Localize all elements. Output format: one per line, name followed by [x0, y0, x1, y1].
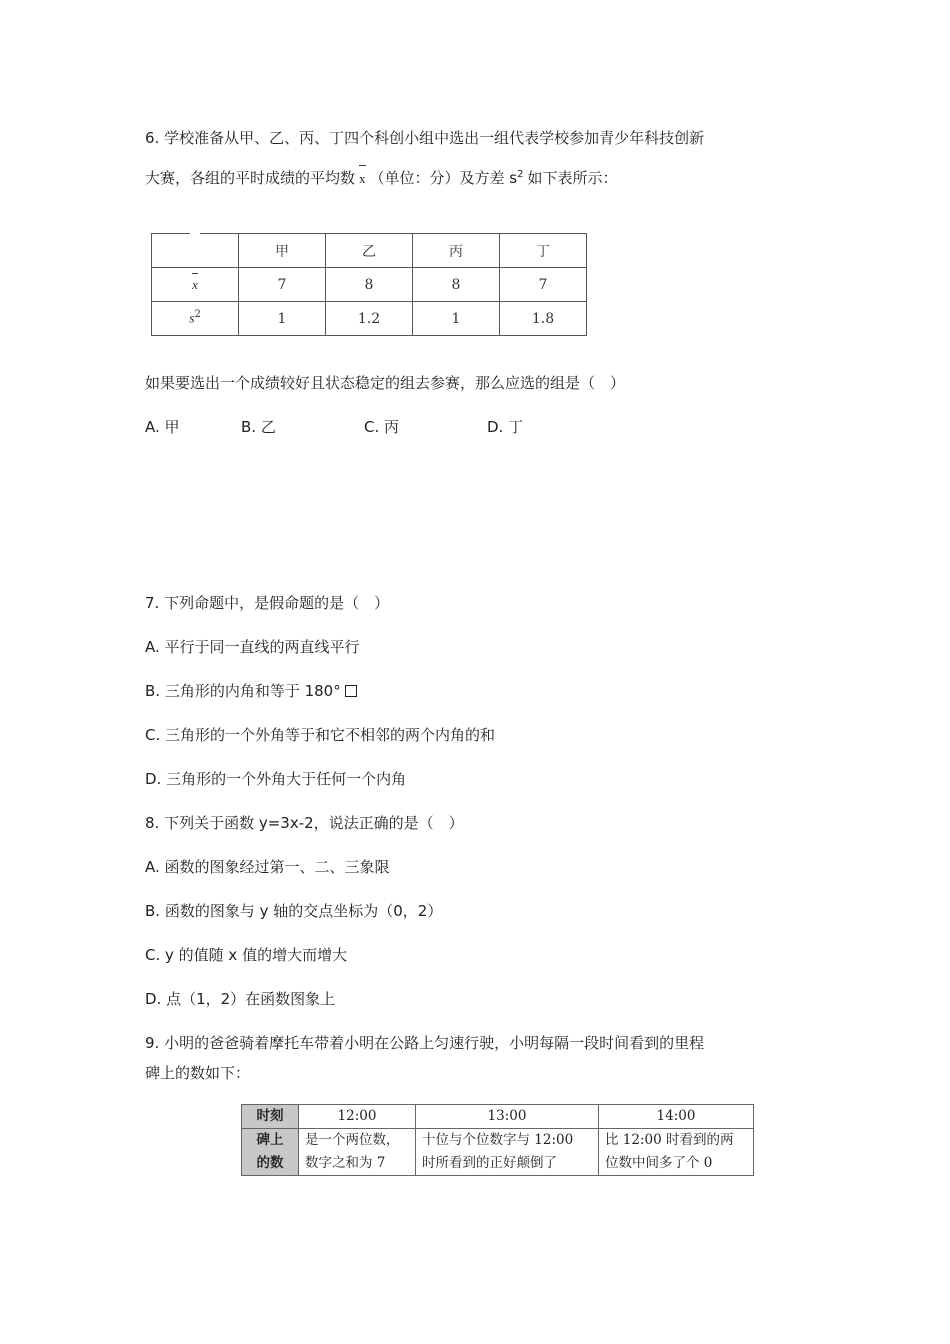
table-row-time — [242, 1105, 754, 1129]
q6-stem-part-b: （单位：分）及方差 s — [369, 169, 518, 187]
variance-exponent: 2 — [517, 169, 524, 180]
header-group-ding: 丁 — [500, 234, 587, 268]
table-row-variance — [152, 302, 587, 336]
q9-stem-line1: 9. 小明的爸爸骑着摩托车带着小明在公路上匀速行驶，小明每隔一段时间看到的里程 — [145, 1034, 705, 1052]
q6-stem-line1: 6. 学校准备从甲、乙、丙、丁四个科创小组中选出一组代表学校参加青少年科技创新 — [145, 129, 705, 147]
table-cell: 7 — [239, 268, 326, 302]
q8-option-c: C. y 的值随 x 值的增大而增大 — [145, 946, 348, 964]
q9-stem-line2: 碑上的数如下： — [145, 1064, 251, 1082]
q7-option-a: A. 平行于同一直线的两直线平行 — [145, 638, 360, 656]
q8-option-b: B. 函数的图象与 y 轴的交点坐标为（0，2） — [145, 902, 443, 920]
q6-option-b: B. 乙 — [241, 418, 276, 436]
number-cell-3: 比 12:00 时看到的两 位数中间多了个 0 — [599, 1129, 754, 1176]
q6-option-a: A. 甲 — [145, 418, 180, 436]
table-header-row — [152, 234, 587, 268]
q7-option-c: C. 三角形的一个外角等于和它不相邻的两个内角的和 — [145, 726, 496, 744]
time-header: 时刻 — [242, 1105, 299, 1129]
q8-option-a: A. 函数的图象经过第一、二、三象限 — [145, 858, 390, 876]
table-cell: 1.2 — [326, 302, 413, 336]
q6-question: 如果要选出一个成绩较好且状态稳定的组去参赛，那么应选的组是（ ） — [145, 374, 626, 392]
q6-stem-part-c: 如下表所示： — [527, 169, 618, 187]
q9-milestone-table — [241, 1104, 754, 1176]
table-cell: 8 — [413, 268, 500, 302]
time-cell-1: 12:00 — [299, 1105, 416, 1129]
header-group-bing: 丙 — [413, 234, 500, 268]
number-cell-1: 是一个两位数， 数字之和为 7 — [299, 1129, 416, 1176]
time-cell-2: 13:00 — [416, 1105, 599, 1129]
header-group-yi: 乙 — [326, 234, 413, 268]
q6-stem-line2 — [145, 165, 618, 189]
table-cell: 8 — [326, 268, 413, 302]
q6-option-d: D. 丁 — [487, 418, 524, 436]
q7-option-b-text: B. 三角形的内角和等于 180° — [145, 682, 341, 700]
table-cell: 1.8 — [500, 302, 587, 336]
header-group-jia: 甲 — [239, 234, 326, 268]
q6-options — [145, 416, 645, 436]
q7-option-b — [145, 681, 357, 701]
q8-option-d: D. 点（1，2）在函数图象上 — [145, 990, 336, 1008]
q6-option-c: C. 丙 — [364, 418, 400, 436]
q6-score-table — [151, 233, 587, 336]
q6-stem-part-a: 大赛，各组的平时成绩的平均数 — [145, 169, 356, 187]
variance-row-label: $s^2$ — [152, 302, 239, 336]
time-cell-3: 14:00 — [599, 1105, 754, 1129]
table-row-mean — [152, 268, 587, 302]
q7-stem: 7. 下列命题中，是假命题的是（ ） — [145, 594, 390, 612]
q7-option-d: D. 三角形的一个外角大于任何一个内角 — [145, 770, 407, 788]
mean-symbol: x — [359, 169, 366, 189]
mean-row-label: x — [152, 268, 239, 302]
number-header: 碑上 的数 — [242, 1129, 299, 1176]
table-border-gap — [190, 228, 200, 236]
q8-stem: 8. 下列关于函数 y=3x-2，说法正确的是（ ） — [145, 814, 464, 832]
table-cell: 7 — [500, 268, 587, 302]
table-row-number — [242, 1129, 754, 1176]
placeholder-box-icon — [345, 685, 357, 697]
table-cell: 1 — [413, 302, 500, 336]
number-cell-2: 十位与个位数字与 12:00 时所看到的正好颠倒了 — [416, 1129, 599, 1176]
table-cell: 1 — [239, 302, 326, 336]
header-empty-cell — [152, 234, 239, 268]
